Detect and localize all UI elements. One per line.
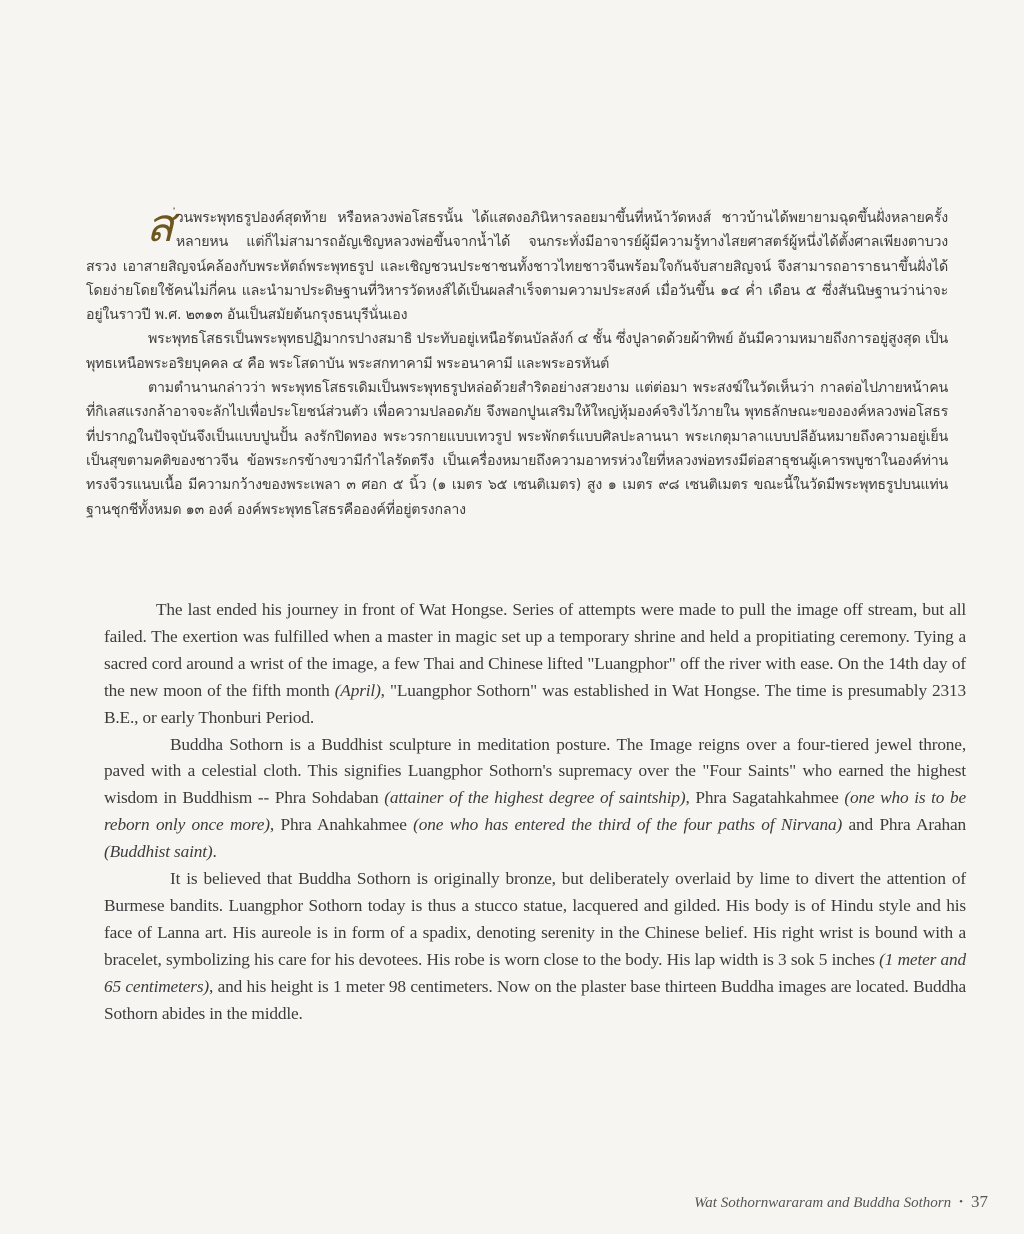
italic-run: (attainer of the highest degree of saintship) [384,788,686,808]
text-run: The last ended his journey in front of Wat Hongse. Series of attempts were made to pull the image off stream, but all failed. The exertion was fulfilled when a master in magic set up a temporary shrine and held a propitiating ceremony. Tying a sacred cord around a wrist of the image, a few Thai and Chinese lifted "Luangphor" off the river with ease. On the 14th day of the new moon of the fifth month [104,600,966,700]
italic-run: (1 meter and 65 centimeters) [104,949,966,996]
page-footer [694,1192,988,1212]
thai-paragraph-3: ตามตำนานกล่าวว่า พระพุทธโสธรเดิมเป็นพระพุทธรูปหล่อด้วยสำริดอย่างสวยงาม แต่ต่อมา พระสงฆ์ในวัดเห็นว่า กาลต่อไปภายหน้าคนที่กิเลสแรงกล้าอาจจะลักไปเพื่อประโยชน์ส่วนตัว เพื่อความปลอดภัย จึงพอกปูนเสริมให้ใหญ่หุ้มองค์จริงไว้ภายใน พุทธลักษณะขององค์หลวงพ่อโสธรที่ปรากฏในปัจจุบันจึงเป็นแบบปูนปั้น ลงรักปิดทอง พระวรกายแบบเทวรูป พระพักตร์แบบศิลปะลานนา พระเกตุมาลาแบบปลีอันหมายถึงความอยู่เย็นเป็นสุขตามคติของชาวจีน ข้อพระกรข้างขวามีกำไลรัดตรึง เป็นเครื่องหมายถึงความอาทรห่วงใยที่หลวงพ่อทรงมีต่อสาธุชนผู้เคารพบูชาในองค์ท่าน ทรงจีวรแนบเนื้อ มีความกว้างของพระเพลา ๓ ศอก ๕ นิ้ว (๑ เมตร ๖๕ เซนติเมตร) สูง ๑ เมตร ๙๘ เซนติเมตร ขณะนี้ในวัดมีพระพุทธรูปบนแท่นฐานชุกชีทั้งหมด ๑๓ องค์ องค์พระพุทธโสธรคือองค์ที่อยู่ตรงกลาง [86,380,948,518]
text-run: Buddha Sothorn is a Buddhist sculpture in meditation posture. The Image reigns over a four-tiered jewel throne, paved with a celestial cloth. This signifies Luangphor Sothorn's supremacy over the "Four Saints" who earned the highest wisdom in Buddhism -- Phra Sohdaban [104,734,966,808]
text-run: , "Luangphor Sothorn" was established in Wat Hongse. The time is presumably 2313 B.E., or early Thonburi Period. [104,680,967,727]
italic-run: (Buddhist saint) [104,842,213,862]
thai-text-section [86,198,948,522]
running-title: Wat Sothornwararam and Buddha Sothorn [694,1195,952,1211]
text-run: , and his height is 1 meter 98 centimeters. Now on the plaster base thirteen Buddha images are located. Buddha Sothorn abides in the middle. [104,976,967,1023]
text-run: It is believed that Buddha Sothorn is originally bronze, but deliberately overlaid by lime to divert the attention of Burmese bandits. Luangphor Sothorn today is thus a stucco statue, lacquered and gilded. His body is of Hindu style and his face of Lanna art. His aureole is in form of a spadix, denoting serenity in the Chinese belief. His right wrist is bound with a bracelet, symbolizing his care for his devotees. His robe is worn close to the body. His lap width is 3 sok 5 inches [104,869,966,969]
text-run: . [212,842,217,862]
italic-run: (one who has entered the third of the four paths of Nirvana) [413,815,843,835]
italic-run: (April) [334,680,381,700]
text-run: , Phra Sagatahkahmee [685,788,845,808]
english-text-section [104,597,966,1028]
english-paragraph-1 [104,597,966,732]
italic-run: (one who is to be reborn only once more) [104,788,966,835]
text-run: , Phra Anahkahmee [269,815,414,835]
thai-paragraph-2: พระพุทธโสธรเป็นพระพุทธปฏิมากรปางสมาธิ ประทับอยู่เหนือรัตนบัลลังก์ ๔ ชั้น ซึ่งปูลาดด้วยผ้าทิพย์ อันมีความหมายถึงการอยู่สูงสุด เป็นพุทธเหนือพระอริยบุคคล ๔ คือ พระโสดาบัน พระสกทาคามี พระอนาคามี และพระอรหันต์ [86,331,948,372]
text-run: and Phra Arahan [842,815,966,835]
thai-paragraph-1-text: ่วนพระพุทธรูปองค์สุดท้าย หรือหลวงพ่อโสธรนั้น ได้แสดงอภินิหารลอยมาขึ้นที่หน้าวัดหงส์ ชาวบ้านได้พยายามฉุดขึ้นฝั่งหลายครั้งหลายหน แต่ก็ไม่สามารถอัญเชิญหลวงพ่อขึ้นจากน้ำได้ จนกระทั่งมีอาจารย์ผู้มีความรู้ทางไสยศาสตร์ผู้หนึ่งได้ตั้งศาลเพียงตาบวงสรวง เอาสายสิญจน์คล้องกับพระหัตถ์พระพุทธรูป และเชิญชวนประชาชนทั้งชาวไทยชาวจีนพร้อมใจกันจับสายสิญจน์ จึงสามารถอาราธนาขึ้นฝั่งได้โดยง่ายโดยใช้คนไม่กี่คน และนำมาประดิษฐานที่วิหารวัดหงส์ได้เป็นผลสำเร็จตามความประสงค์ เมื่อวันขึ้น ๑๔ ค่ำ เดือน ๕ ซึ่งสันนิษฐานว่าน่าจะอยู่ในราวปี พ.ศ. ๒๓๑๓ อันเป็นสมัยต้นกรุงธนบุรีนั่นเอง [86,210,948,324]
english-paragraph-2 [104,732,966,867]
thai-paragraph-1 [86,198,948,327]
english-paragraph-3 [104,866,966,1027]
drop-cap: ส [146,198,174,252]
page-number: 37 [971,1192,988,1211]
bullet-separator: • [959,1196,963,1208]
